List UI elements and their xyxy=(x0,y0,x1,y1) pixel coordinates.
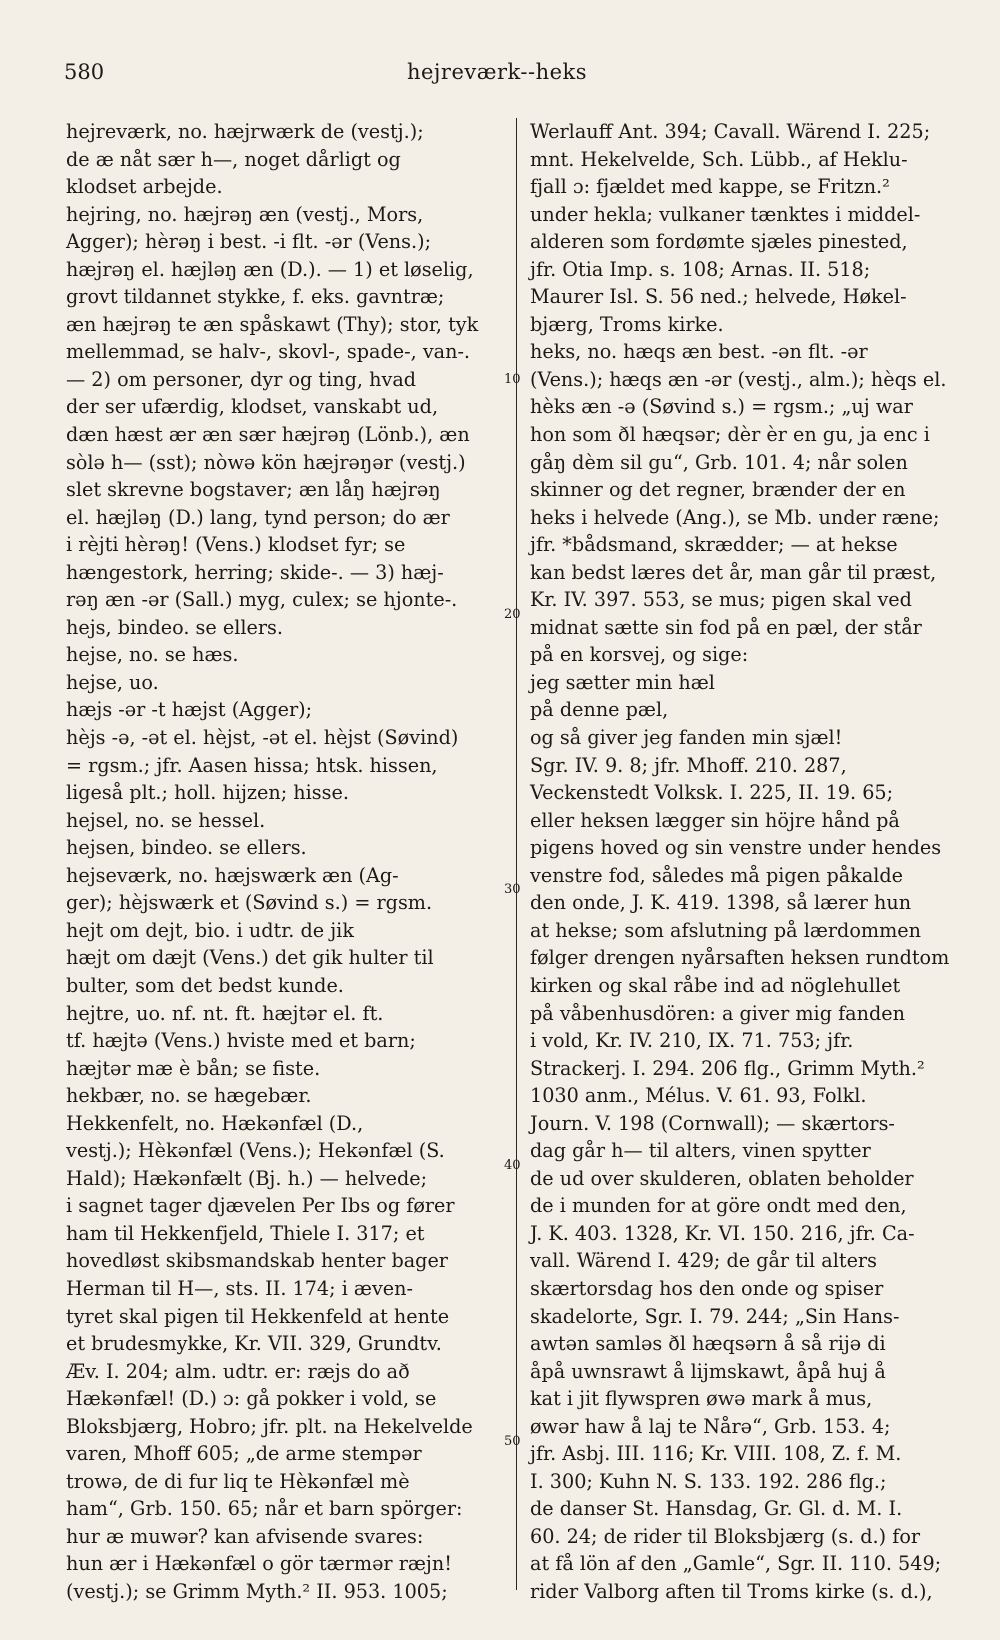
text-line: Agger); hèrəŋ i best. -i flt. -ər (Vens.); xyxy=(66,230,432,254)
text-line: rider Valborg aften til Troms kirke (s. d.), xyxy=(530,1579,933,1603)
text-line: varen, Mhoff 605; „de arme stempər xyxy=(66,1442,422,1466)
text-line: jfr. *bådsmand, skrædder; — at hekse xyxy=(530,533,898,557)
text-line: Hækənfæl! (D.) ɔ: gå pokker i vold, se xyxy=(66,1387,437,1411)
text-line: alderen som fordømte sjæles pinested, xyxy=(530,230,908,254)
line-number: 10 xyxy=(504,372,521,387)
text-line: mellemmad, se halv-, skovl-, spade-, van-. xyxy=(66,340,471,364)
line-number: 30 xyxy=(504,882,521,897)
text-line: hejs, bindeo. se ellers. xyxy=(66,615,283,639)
text-line: Hald); Hækənfælt (Bj. h.) — helvede; xyxy=(66,1166,428,1190)
text-line: (vestj.); se Grimm Myth.² II. 953. 1005; xyxy=(66,1579,448,1603)
text-line: hæjt om dæjt (Vens.) det gik hulter til xyxy=(66,946,434,970)
text-line: jfr. Asbj. III. 116; Kr. VIII. 108, Z. f. M. xyxy=(530,1442,902,1466)
line-number: 20 xyxy=(504,607,521,622)
text-line: ham“, Grb. 150. 65; når et barn spörger: xyxy=(66,1497,463,1521)
text-line: i rèjti hèrəŋ! (Vens.) klodset fyr; se xyxy=(66,533,406,557)
text-line: de i munden for at göre ondt med den, xyxy=(530,1194,907,1218)
text-line: mnt. Hekelvelde, Sch. Lübb., af Heklu- xyxy=(530,147,908,171)
text-line: følger drengen nyårsaften heksen rundtom xyxy=(530,946,950,970)
text-line: trowə, de di fur liq te Hèkənfæl mè xyxy=(66,1469,410,1493)
text-line: heks i helvede (Ang.), se Mb. under ræne; xyxy=(530,505,940,529)
text-line: hængestork, herring; skide-. — 3) hæj- xyxy=(66,560,444,584)
text-line: skinner og det regner, brænder der en xyxy=(530,478,906,502)
text-line: jeg sætter min hæl xyxy=(530,670,715,694)
text-line: hejseværk, no. hæjswærk æn (Ag- xyxy=(66,863,399,887)
text-line: bjærg, Troms kirke. xyxy=(530,312,724,336)
text-line: kat i jit flywspren øwə mark å mus, xyxy=(530,1387,873,1411)
text-line: skadelorte, Sgr. I. 79. 244; „Sin Hans- xyxy=(530,1304,900,1328)
text-line: hejse, no. se hæs. xyxy=(66,643,239,667)
text-line: ger); hèjswærk et (Søvind s.) = rgsm. xyxy=(66,891,433,915)
text-line: Herman til H—, sts. II. 174; i æven- xyxy=(66,1276,414,1300)
text-line: dag går h— til alters, vinen spytter xyxy=(530,1139,871,1163)
text-line: under hekla; vulkaner tænktes i middel- xyxy=(530,202,921,226)
text-line: et brudesmykke, Kr. VII. 329, Grundtv. xyxy=(66,1332,442,1356)
line-number: 50 xyxy=(504,1434,521,1449)
text-line: dæn hæst ær æn sær hæjrəŋ (Lönb.), æn xyxy=(66,423,470,447)
text-line: de danser St. Hansdag, Gr. Gl. d. M. I. xyxy=(530,1497,903,1521)
text-line: Maurer Isl. S. 56 ned.; helvede, Høkel- xyxy=(530,285,907,309)
text-line: åpå uwnsrawt å lijmskawt, åpå huj å xyxy=(530,1359,886,1383)
text-line: hovedløst skibsmandskab henter bager xyxy=(66,1249,448,1273)
text-line: sòlə h— (sst); nòwə kön hæjrəŋər (vestj.) xyxy=(66,450,466,474)
text-line: Strackerj. I. 294. 206 flg., Grimm Myth.² xyxy=(530,1056,925,1080)
text-line: ham til Hekkenfjeld, Thiele I. 317; et xyxy=(66,1221,425,1245)
text-line: hejtre, uo. nf. nt. ft. hæjtər el. ft. xyxy=(66,1001,384,1025)
page-number: 580 xyxy=(64,60,105,84)
text-line: æn hæjrəŋ te æn spåskawt (Thy); stor, tyk xyxy=(66,312,479,336)
line-number: 40 xyxy=(504,1158,521,1173)
text-line: øwər haw å laj te Nårə“, Grb. 153. 4; xyxy=(530,1414,891,1438)
text-line: hèks æn -ə (Søvind s.) = rgsm.; „uj war xyxy=(530,395,913,419)
text-line: i sagnet tager djævelen Per Ibs og fører xyxy=(66,1194,455,1218)
text-line: hèjs -ə, -ət el. hèjst, -ət el. hèjst (Søvind) xyxy=(66,726,459,750)
text-line: kirken og skal råbe ind ad nöglehullet xyxy=(530,973,901,997)
text-line: jfr. Otia Imp. s. 108; Arnas. II. 518; xyxy=(530,257,871,281)
text-line: hun ær i Hækənfæl o gör tærmər ræjn! xyxy=(66,1552,452,1576)
text-line: — 2) om personer, dyr og ting, hvad xyxy=(66,367,417,391)
page-header xyxy=(64,60,930,94)
text-line: skærtorsdag hos den onde og spiser xyxy=(530,1276,884,1300)
text-line: Æv. I. 204; alm. udtr. er: ræjs do að xyxy=(66,1359,410,1383)
text-line: Sgr. IV. 9. 8; jfr. Mhoff. 210. 287, xyxy=(530,753,847,777)
text-line: Kr. IV. 397. 553, se mus; pigen skal ved xyxy=(530,588,912,612)
text-line: awtən samləs ðl hæqsərn å så rijə di xyxy=(530,1332,886,1356)
text-line: fjall ɔ: fjældet med kappe, se Fritzn.² xyxy=(530,175,890,199)
text-line: klodset arbejde. xyxy=(66,175,223,199)
text-line: 60. 24; de rider til Bloksbjærg (s. d.) for xyxy=(530,1524,921,1548)
column-divider xyxy=(516,118,517,1590)
text-line: hejse, uo. xyxy=(66,670,159,694)
right-column xyxy=(530,118,975,1606)
text-line: eller heksen lægger sin höjre hånd på xyxy=(530,808,900,832)
text-line: heks, no. hæqs æn best. -ən flt. -ər xyxy=(530,340,868,364)
text-line: hur æ muwər? kan afvisende svares: xyxy=(66,1524,424,1548)
text-line: den onde, J. K. 419. 1398, så lærer hun xyxy=(530,891,912,915)
text-line: hekbær, no. se hægebær. xyxy=(66,1084,312,1108)
text-line: tf. hæjtə (Vens.) hviste med et barn; xyxy=(66,1029,416,1053)
text-line: Werlauff Ant. 394; Cavall. Wärend I. 225; xyxy=(530,120,931,143)
text-line: på våbenhusdören: a giver mig fanden xyxy=(530,1001,905,1025)
text-line: der ser ufærdig, klodset, vanskabt ud, xyxy=(66,395,439,419)
left-column xyxy=(66,118,506,1606)
text-line: hæjrəŋ el. hæjləŋ æn (D.). — 1) et løselig, xyxy=(66,257,474,281)
text-line: hejring, no. hæjrəŋ æn (vestj., Mors, xyxy=(66,202,424,226)
text-line: J. K. 403. 1328, Kr. VI. 150. 216, jfr. Ca- xyxy=(530,1221,915,1245)
text-line: ligeså plt.; holl. hijzen; hisse. xyxy=(66,781,349,805)
text-line: midnat sætte sin fod på en pæl, der står xyxy=(530,615,922,639)
text-line: hejsen, bindeo. se ellers. xyxy=(66,836,307,860)
text-line: på denne pæl, xyxy=(530,698,669,722)
text-line: på en korsvej, og sige: xyxy=(530,643,749,667)
text-line: rəŋ æn -ər (Sall.) myg, culex; se hjonte-. xyxy=(66,588,458,612)
text-line: (Vens.); hæqs æn -ər (vestj., alm.); hèqs el. xyxy=(530,367,947,391)
text-line: de æ nåt sær h—, noget dårligt og xyxy=(66,147,401,171)
text-line: el. hæjləŋ (D.) lang, tynd person; do ær xyxy=(66,505,450,529)
text-line: tyret skal pigen til Hekkenfeld at hente xyxy=(66,1304,450,1328)
text-line: pigens hoved og sin venstre under hendes xyxy=(530,836,942,860)
text-line: hejreværk, no. hæjrwærk de (vestj.); xyxy=(66,120,424,143)
text-line: og så giver jeg fanden min sjæl! xyxy=(530,726,843,750)
text-line: kan bedst læres det år, man går til præst, xyxy=(530,560,937,584)
text-line: grovt tildannet stykke, f. eks. gavntræ; xyxy=(66,285,445,309)
text-line: hejt om dejt, bio. i udtr. de jik xyxy=(66,918,354,942)
text-line: vestj.); Hèkənfæl (Vens.); Hekənfæl (S. xyxy=(66,1139,445,1163)
text-line: Hekkenfelt, no. Hækənfæl (D., xyxy=(66,1111,364,1135)
text-line: gåŋ dèm sil gu“, Grb. 101. 4; når solen xyxy=(530,450,908,474)
text-line: 1030 anm., Mélus. V. 61. 93, Folkl. xyxy=(530,1084,867,1108)
text-line: Journ. V. 198 (Cornwall); — skærtors- xyxy=(530,1111,895,1135)
text-line: vall. Wärend I. 429; de går til alters xyxy=(530,1249,877,1273)
text-line: Bloksbjærg, Hobro; jfr. plt. na Hekelvelde xyxy=(66,1414,473,1438)
text-line: hæjs -ər -t hæjst (Agger); xyxy=(66,698,313,722)
text-line: I. 300; Kuhn N. S. 133. 192. 286 flg.; xyxy=(530,1469,887,1493)
text-line: de ud over skulderen, oblaten beholder xyxy=(530,1166,914,1190)
text-line: slet skrevne bogstaver; æn låŋ hæjrəŋ xyxy=(66,478,441,502)
text-line: Veckenstedt Volksk. I. 225, II. 19. 65; xyxy=(530,781,894,805)
text-line: hon som ðl hæqsər; dèr èr en gu, ja enc i xyxy=(530,423,930,447)
text-line: at få lön af den „Gamle“, Sgr. II. 110. 549; xyxy=(530,1552,942,1576)
text-line: at hekse; som afslutning på lærdommen xyxy=(530,918,921,942)
text-line: bulter, som det bedst kunde. xyxy=(66,973,344,997)
text-line: hejsel, no. se hessel. xyxy=(66,808,266,832)
text-line: hæjtər mæ è bån; se fiste. xyxy=(66,1056,321,1080)
text-line: = rgsm.; jfr. Aasen hissa; htsk. hissen, xyxy=(66,753,438,777)
running-head: hejreværk--heks xyxy=(406,60,588,84)
text-line: venstre fod, således må pigen påkalde xyxy=(530,863,904,887)
text-line: i vold, Kr. IV. 210, IX. 71. 753; jfr. xyxy=(530,1029,854,1053)
